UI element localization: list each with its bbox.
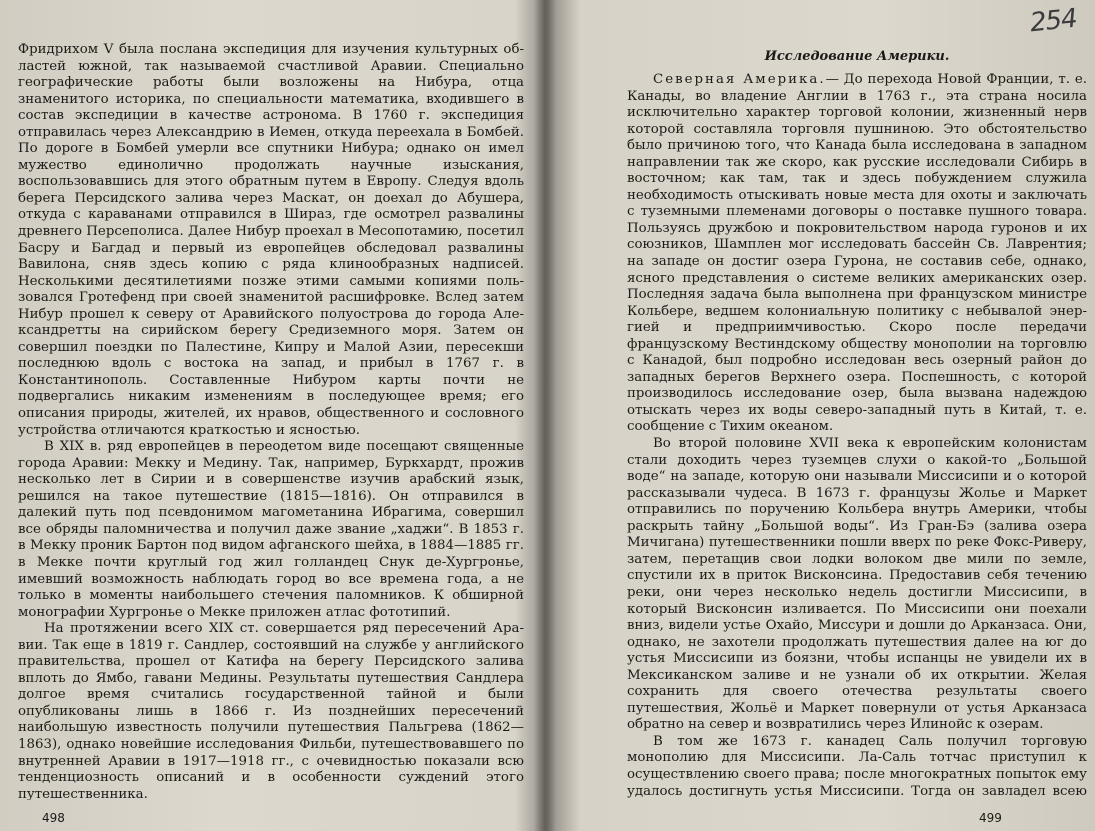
right-page-text bbox=[627, 48, 1087, 800]
left-paragraph-3: На протяжении всего XIX ст. совершается ряд пересечений Аравии. Так еще в 1819 г. Сандлер, состоявший на службе у английского правительства, прошел от Катифа на берегу Персидского залива вплоть до Ямбо, гавани Медины. Результаты путешествия Сандлера долгое время считались государственной тайной и были опубликованы лишь в 1866 г. Из позднейших пересечений наибольшую известность получили путешествия Пальгрева (1862—1863), однако новейшие исследования Фильби, путешествовавшего по внутренней Аравии в 1917—1918 гг., с очевидностью показали всю тенденциозность описаний и в особенности суждений этого путешественника. bbox=[18, 621, 524, 800]
right-paragraph-1-text: — До перехода Новой Франции, т. е. Канады, во владение Англии в 1763 г., эта страна носила исключительно характер торговой колонии, жизненный нерв которой составляла торговля пушниною. Это обстоятельство было причиною того, что Канада была исследована в западном направлении так же скоро, как русские исследовали Сибирь в восточном; как там, так и здесь побуждением служила необходимость отыскивать новые места для охоты и заключать с туземными племенами договоры о поставке пушного товара. Пользуясь дружбою и покровительством народа гуронов и их союзников, Шамплен мог исследовать бассейн Св. Лаврентия; на западе он достиг озера Гурона, не составив себе, однако, ясного представления о системе великих американских озер. Последняя задача была выполнена при французском министре Кольбере, ведшем колониальную политику с небывалой энергией и предприимчивостью. Скоро после передачи французскому Вестиндскому обществу монополии на торговлю с Канадой, был подробно исследован весь озерный район до западных берегов Верхнего озера. Поспешность, с которой производилось исследование озер, была вызвана надеждою отыскать через их воды северо-западный путь в Китай, т. е. сообщение с Тихим океаном. bbox=[627, 72, 1087, 435]
left-page bbox=[0, 0, 540, 831]
right-page bbox=[553, 0, 1095, 831]
section-heading: Исследование Америки. bbox=[764, 49, 950, 64]
left-page-text bbox=[18, 42, 524, 800]
right-paragraph-2: Во второй половине XVII века к европейским колонистам стали доходить через туземцев слухи о какой-то „Большой воде“ на западе, которую они называли Миссисипи и о которой рассказывали чудеса. В 1673 г. французы Жолье и Маркет отправились по поручению Кольбера внутрь Америки, чтобы раскрыть тайну „Большой воды“. Из Гран-Бэ (залива озера Мичигана) путешественники пошли вверх по реке Фокс-Риверу, затем, перетащив свои лодки волоком две мили по земле, спустили их в приток Висконсина. Предоставив себя течению реки, они через несколько недель достигли Миссисипи, в который Висконсин изливается. По Миссисипи они поехали вниз, видели устье Охайо, Миссури и дошли до Арканзаса. Они, однако, не захотели продолжать путешествия далее на юг до устья Миссисипи из боязни, чтобы испанцы не увидели их в Мексиканском заливе и не узнали об их открытии. Желая сохранить для своего отечества результаты своего путешествия, Жольё и Маркет повернули от устья Арканзаса обратно на север и возвратились через Илинойс к озерам. bbox=[627, 436, 1087, 733]
left-paragraph-2: В XIX в. ряд европейцев в переодетом виде посещают священные города Аравии: Мекку и Медину. Так, например, Буркхардт, прожив несколько лет в Сирии и в совершенстве изучив арабский язык, решился на такое путешествие (1815—1816). Он отправился в далекий путь под псевдонимом магометанина Ибрагима, совершил все обряды паломничества и получил даже звание „хаджи“. В 1853 г. в Мекку проник Бартон под видом афганского шейха, в 1884—1885 гг. в Мекке почти круглый год жил голландец Снук де-Хургронье, имевший возможность наблюдать город во все времена года, а не только в моменты наибольшего стечения паломников. К обширной монографии Хургронье о Мекке приложен атлас фототипий. bbox=[18, 439, 524, 620]
right-paragraph-1 bbox=[627, 72, 1087, 436]
left-page-number: 498 bbox=[42, 811, 65, 825]
right-page-number: 499 bbox=[979, 811, 1002, 825]
right-paragraph-3: В том же 1673 г. канадец Саль получил торговую монополию для Миссисипи. Ла-Саль тотчас приступил к осуществлению своего права; после многократных попыток ему удалось достигнуть устья Миссисипи. Тогда он завладел всею bbox=[627, 733, 1087, 799]
left-paragraph-1: Фридрихом V была послана экспедиция для изучения культурных областей южной, так называемой счастливой Аравии. Специально географические работы были возложены на Нибура, отца знаменитого историка, по специальности математика, входившего в состав экспедиции в качестве астронома. В 1760 г. экспедиция отправилась через Александрию в Иемен, откуда переехала в Бомбей. По дороге в Бомбей умерли все спутники Нибура; однако он имел мужество единолично продолжать научные изыскания, воспользовавшись для этого обратным путем в Европу. Следуя вдоль берега Персидского залива через Маскат, он доехал до Абушера, откуда с караванами отправился в Шираз, где осмотрел развалины древнего Персеполиса. Далее Нибур проехал в Месопотамию, посетил Басру и Багдад и первый из европейцев обследовал развалины Вавилона, сняв здесь копию с ряда клинообразных надписей. Несколькими десятилетиями позже этими самыми копиями пользовался Гротефенд при своей знаменитой расшифровке. Вслед затем Нибур прошел к северу от Аравийского полуострова до города Александретты на сирийском берегу Средиземного моря. Затем он совершил поездки по Палестине, Кипру и Малой Азии, пересекши последнюю вдоль с востока на запад, и прибыл в 1767 г. в Константинополь. Составленные Нибуром карты почти не подвергались никаким изменениям в последующее время; его описания природы, жителей, их нравов, общественного и сословного устройства отличаются краткостью и ясностью. bbox=[18, 42, 524, 438]
section-lead: Северная Америка. bbox=[653, 72, 826, 87]
handwritten-page-mark: 254 bbox=[1028, 3, 1079, 39]
